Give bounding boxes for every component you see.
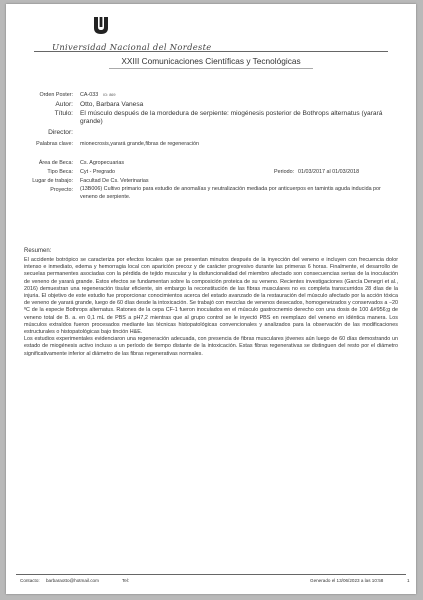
resumen-heading: Resumen: [24,248,52,254]
conference-title: XXIII Comunicaciones Científicas y Tecnológicas [121,56,301,66]
orden-poster-id: ID: 869 [103,93,116,97]
titulo-value: El músculo después de la mordedura de serpiente: miogénesis posterior de Bothrops alternatus (yarará grande) [80,110,383,126]
resumen-paragraph-1: El accidente botrópico se caracteriza por efectos locales que se presentan minutos después de la inyección del veneno e incluyen con frecuencia dolor intenso e inmediato, edema y hemorragia local con aparición precoz y de carácter progresivo durante las primeras 6 horas. Finalmente, el desarrollo de secuelas permanentes asociadas con la pérdida de tejido muscular y la disfuncionalidad del miembro afectado son consecuencias serias de la inoculación de veneno de yarará grande. Estos efectos se fundamentan sobre la composición proteica de su veneno. Recientes investigaciones (García Denegri et al., 2016) demuestran una regeneración tisular eficiente, sin embargo la reconstitución de las fibras musculares no es completa transcurridos 28 días de la injuria. El objetivo de este estudio fue proporcionar conocimientos acerca del estado avanzado de la restauración del músculo afectado por la acción tóxica de veneno de yarará grande, luego de 60 días desde la intoxicación. Se trabajó con mezclas de venenos desecados, homogeneizados y conservados a −20 ºC de la especie Bothrops alternatus. Ratones de la cepa CF-1 fueron inoculados en el músculo gastrocnemio derecho con una dosis de 100 &#956;g de veneno total de B. a. en 0,1 mL de PBS a pH7,2 mientras que al grupo control se le inyectó PBS en reemplazo del veneno en idéntica manera. Los músculos extraídos fueron procesados mediante las técnicas histopatológicas convencionales y analizados para la observación de las modificaciones estructurales o histopatológicas bajo tinción H&E. [24,257,398,336]
palabras-clave-value: mionecrosis,yarará grande,fibras de regeneración [80,141,199,147]
orden-poster-label: Orden Poster: [39,92,73,98]
contacto-label: Contacto: [20,578,40,583]
footer-divider [16,574,406,575]
tel-label: Tel: [122,578,130,583]
autor-value: Otto, Barbara Vanesa [80,101,144,108]
autor-label: Autor: [55,101,73,108]
periodo-value: 01/03/2017 al 01/03/2018 [298,169,360,175]
generated-timestamp: Generado el 13/06/2023 a las 10:58 [310,578,384,583]
lugar-trabajo-value: Facultad De Cs. Veterinarias [80,178,149,184]
area-beca-value: Cs. Agropecuarias [80,160,125,166]
orden-poster-value [80,92,116,98]
university-name: Universidad Nacional del Nordeste [52,42,212,52]
periodo-label: Periodo: [274,169,295,175]
proyecto-label: Proyecto: [50,187,73,193]
lugar-trabajo-label: Lugar de trabajo: [32,178,73,184]
director-label: Director: [48,129,73,136]
conference-title-underline [109,68,313,69]
university-logo [52,16,212,52]
palabras-clave-label: Palabras clave: [36,141,73,147]
header-divider [34,51,388,52]
area-beca-label: Área de Beca: [38,160,73,166]
contacto-value: barbaraotto@hotmail.com [46,578,99,583]
university-emblem-icon [92,16,110,36]
document-page [6,4,416,594]
orden-poster-code: CA-033 [80,92,99,98]
resumen-paragraph-2: Los estudios experimentales evidenciaron una regeneración adecuada, con presencia de fibras musculares jóvenes aún luego de 60 días demostrando un estado de miogénesis activo incluso a un período de tiempo distante de la intoxicación. Estas fibras regenerativas se distinguen del resto por el diámetro significativamente inferior al diámetro de las fibras regenerativas normales. [24,336,398,357]
titulo-label: Título: [54,110,73,117]
resumen-body [24,257,398,358]
tipo-beca-label: Tipo Beca: [47,169,73,175]
proyecto-value: (13B006) Cultivo primario para estudio de anomalías y neutralización mediada por anticuerpos en tamintis aguda inducida por veneno de serpiente. [80,186,381,200]
page-number: 1 [407,578,410,583]
tipo-beca-value: Cyt - Pregrado [80,169,116,175]
